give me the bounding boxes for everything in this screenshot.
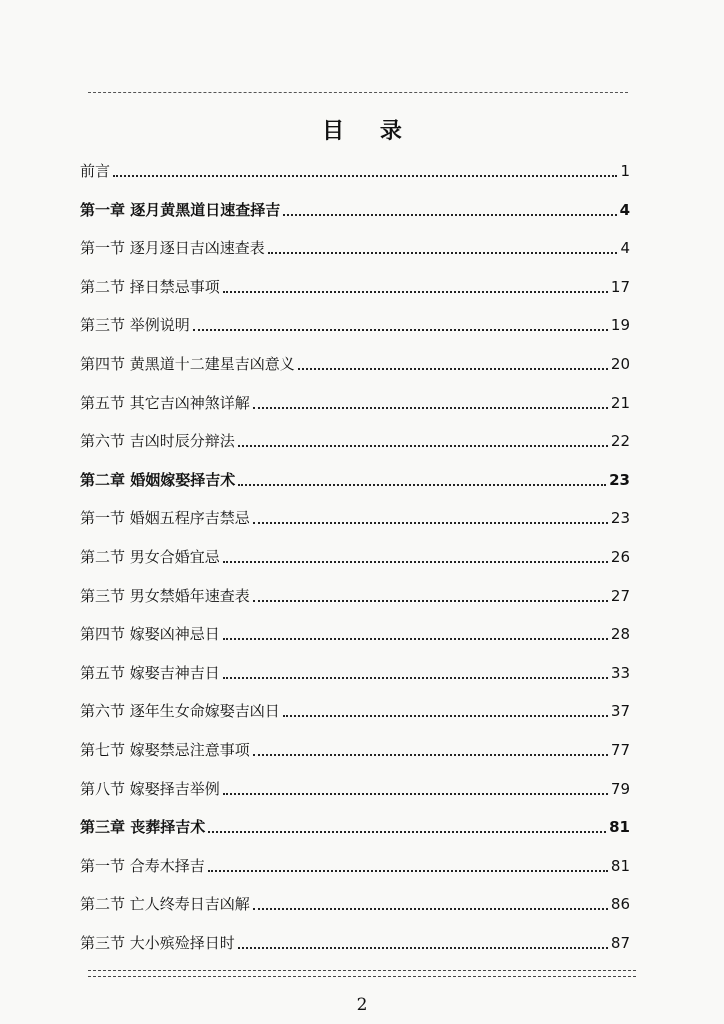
- toc-entry[interactable]: [80, 662, 630, 684]
- dot-leader: [223, 793, 608, 795]
- dot-leader: [223, 638, 608, 640]
- toc-entry-label: 前言: [80, 162, 111, 180]
- toc-entry-label: 第一章 逐月黄黑道日速查择吉: [80, 200, 281, 219]
- toc-entry[interactable]: [80, 700, 630, 722]
- toc-entry-page: 23: [610, 509, 630, 528]
- toc-entry-label: 第六节 吉凶时辰分辩法: [80, 432, 235, 451]
- toc-entry-page: 77: [610, 741, 630, 759]
- toc-entry[interactable]: [80, 623, 630, 645]
- toc-entry-label: 第六节 逐年生女命嫁娶吉凶日: [80, 702, 280, 721]
- toc-entry-label: 第三节 大小殡殓择日时: [80, 934, 235, 952]
- toc-entry-label: 第一节 逐月逐日吉凶速查表: [80, 239, 265, 258]
- dot-leader: [113, 175, 617, 177]
- toc-entry-label: 第三节 举例说明: [80, 316, 190, 335]
- toc-entry[interactable]: [80, 160, 630, 182]
- toc-entry[interactable]: [80, 237, 630, 259]
- dot-leader: [223, 561, 608, 563]
- dot-leader: [283, 214, 616, 216]
- toc-entry-page: 27: [610, 586, 630, 605]
- toc-entry-page: 19: [610, 316, 630, 335]
- toc-entry-page: 1: [620, 162, 630, 180]
- toc-entry-label: 第八节 嫁娶择吉举例: [80, 779, 220, 798]
- dot-leader: [253, 754, 608, 756]
- toc-entry-page: 28: [610, 625, 630, 644]
- toc-entry[interactable]: [80, 739, 630, 761]
- toc-entry[interactable]: [80, 314, 630, 336]
- dot-leader: [253, 600, 608, 602]
- dot-leader: [208, 831, 606, 833]
- dot-leader: [208, 870, 608, 872]
- dot-leader: [223, 677, 608, 679]
- dot-leader: [253, 522, 608, 524]
- toc-entry-label: 第三章 丧葬择吉术: [80, 818, 206, 837]
- dot-leader: [238, 445, 608, 447]
- page-number: 2: [356, 995, 368, 1015]
- toc-entry[interactable]: [80, 546, 630, 568]
- toc-entry-label: 第二节 择日禁忌事项: [80, 277, 220, 296]
- toc-entry[interactable]: [80, 392, 630, 414]
- toc-entry-label: 第三节 男女禁婚年速查表: [80, 586, 250, 605]
- toc-entry-label: 第四节 黄黑道十二建星吉凶意义: [80, 355, 295, 373]
- toc-entry-label: 第四节 嫁娶凶神忌日: [80, 625, 220, 644]
- toc-entry[interactable]: [80, 778, 630, 800]
- dot-leader: [193, 329, 608, 331]
- toc-entry[interactable]: [80, 893, 630, 915]
- toc-entry-label: 第一节 合寿木择吉: [80, 856, 205, 875]
- toc-entry-page: 20: [610, 355, 630, 373]
- page-title: 目 录: [322, 119, 416, 144]
- dot-leader: [298, 368, 608, 370]
- toc-entry-page: 87: [610, 934, 630, 952]
- dot-leader: [268, 252, 618, 254]
- toc-entry-label: 第二章 婚姻嫁娶择吉术: [80, 470, 236, 489]
- toc-entry-label: 第二节 亡人终寿日吉凶解: [80, 895, 250, 914]
- top-dashed-rule: [88, 92, 628, 93]
- toc-entry-page: 81: [610, 856, 630, 875]
- toc-entry[interactable]: [80, 855, 630, 877]
- toc-entry-label: 第五节 其它吉凶神煞详解: [80, 393, 250, 412]
- toc-entry-page: 22: [610, 432, 630, 451]
- toc-entry[interactable]: [80, 932, 630, 954]
- toc-entry-page: 79: [610, 779, 630, 798]
- toc-entry[interactable]: [80, 353, 630, 375]
- toc-chapter-entry[interactable]: [80, 199, 630, 221]
- toc-entry-page: 37: [610, 702, 630, 721]
- toc-entry-label: 第一节 婚姻五程序吉禁忌: [80, 509, 250, 528]
- toc-entry-page: 4: [619, 200, 630, 219]
- toc-entry[interactable]: [80, 276, 630, 298]
- dot-leader: [238, 947, 608, 949]
- toc-entry-label: 第七节 嫁娶禁忌注意事项: [80, 741, 250, 759]
- toc-entry-page: 4: [620, 239, 630, 258]
- toc-entry-page: 21: [610, 393, 630, 412]
- toc-entry[interactable]: [80, 585, 630, 607]
- toc-entry-page: 17: [610, 277, 630, 296]
- dot-leader: [238, 484, 606, 486]
- dot-leader: [283, 715, 608, 717]
- toc-entry[interactable]: [80, 430, 630, 452]
- dot-leader: [253, 908, 608, 910]
- toc-entry-page: 81: [609, 818, 630, 837]
- dot-leader: [253, 407, 608, 409]
- bottom-double-rule: [88, 970, 636, 977]
- toc-entry-page: 33: [610, 663, 630, 682]
- toc-entry-page: 26: [610, 548, 630, 566]
- toc-entry-page: 23: [609, 470, 630, 489]
- toc-entry-label: 第二节 男女合婚宜忌: [80, 548, 220, 566]
- dot-leader: [223, 291, 608, 293]
- toc-chapter-entry[interactable]: [80, 469, 630, 491]
- toc-chapter-entry[interactable]: [80, 816, 630, 838]
- toc-entry-label: 第五节 嫁娶吉神吉日: [80, 663, 220, 682]
- toc-entry[interactable]: [80, 507, 630, 529]
- toc-entry-page: 86: [610, 895, 630, 914]
